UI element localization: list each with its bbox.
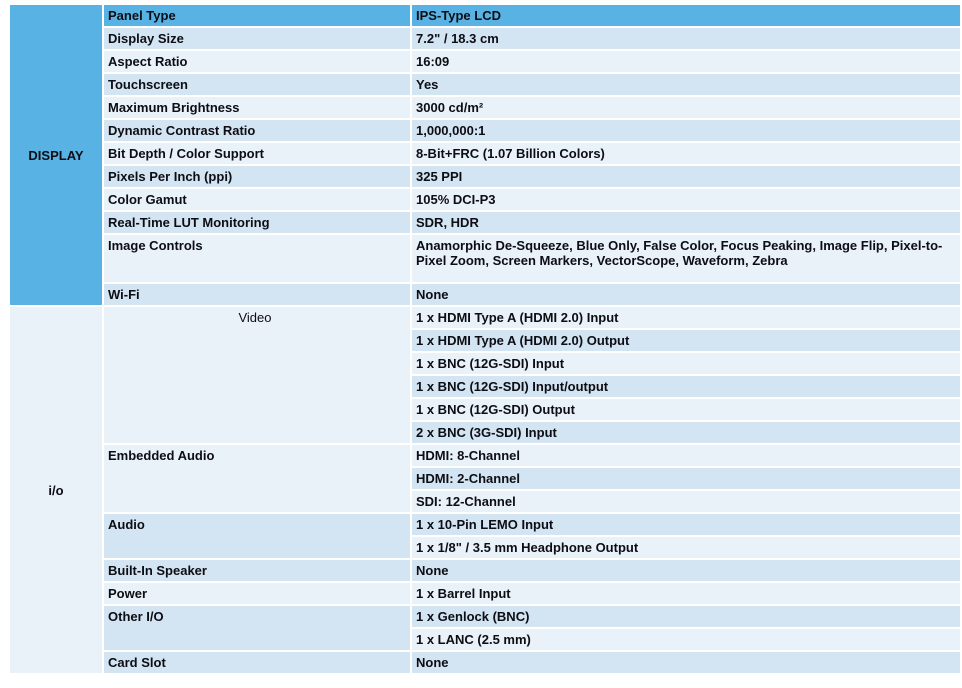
spec-table <box>8 3 962 675</box>
spec-label: Real-Time LUT Monitoring <box>104 212 410 233</box>
spec-value: 1 x 1/8" / 3.5 mm Headphone Output <box>412 537 960 558</box>
spec-value: SDR, HDR <box>412 212 960 233</box>
table-row <box>10 560 960 581</box>
spec-label: Card Slot <box>104 652 410 673</box>
spec-value: 1 x BNC (12G-SDI) Input <box>412 353 960 374</box>
spec-value: None <box>412 652 960 673</box>
table-row <box>10 514 960 535</box>
spec-label: Embedded Audio <box>104 445 410 512</box>
spec-label: Panel Type <box>104 5 410 26</box>
table-row <box>10 166 960 187</box>
table-row <box>10 307 960 328</box>
spec-label: Bit Depth / Color Support <box>104 143 410 164</box>
table-row <box>10 235 960 282</box>
spec-label: Touchscreen <box>104 74 410 95</box>
spec-label: Other I/O <box>104 606 410 650</box>
table-row <box>10 74 960 95</box>
table-row <box>10 5 960 26</box>
spec-label: Dynamic Contrast Ratio <box>104 120 410 141</box>
spec-value: 1 x HDMI Type A (HDMI 2.0) Input <box>412 307 960 328</box>
spec-value: 105% DCI-P3 <box>412 189 960 210</box>
spec-value: 2 x BNC (3G-SDI) Input <box>412 422 960 443</box>
spec-label: Audio <box>104 514 410 558</box>
table-row <box>10 652 960 673</box>
spec-value: 1 x BNC (12G-SDI) Output <box>412 399 960 420</box>
table-row <box>10 120 960 141</box>
spec-label: Pixels Per Inch (ppi) <box>104 166 410 187</box>
spec-value: 8-Bit+FRC (1.07 Billion Colors) <box>412 143 960 164</box>
spec-value: 16:09 <box>412 51 960 72</box>
table-row <box>10 143 960 164</box>
spec-label: Power <box>104 583 410 604</box>
section-label-io: i/o <box>10 307 102 673</box>
spec-value: Yes <box>412 74 960 95</box>
table-row <box>10 212 960 233</box>
spec-value: None <box>412 284 960 305</box>
spec-value: SDI: 12-Channel <box>412 491 960 512</box>
spec-value: 1 x 10-Pin LEMO Input <box>412 514 960 535</box>
spec-label: Display Size <box>104 28 410 49</box>
spec-value: 1 x Genlock (BNC) <box>412 606 960 627</box>
spec-label: Image Controls <box>104 235 410 282</box>
spec-label: Built-In Speaker <box>104 560 410 581</box>
spec-label: Maximum Brightness <box>104 97 410 118</box>
table-row <box>10 97 960 118</box>
spec-value: 325 PPI <box>412 166 960 187</box>
table-row <box>10 284 960 305</box>
spec-value: None <box>412 560 960 581</box>
table-row <box>10 606 960 627</box>
spec-table-body <box>10 5 960 673</box>
spec-value: 1 x LANC (2.5 mm) <box>412 629 960 650</box>
table-row <box>10 189 960 210</box>
spec-value: HDMI: 8-Channel <box>412 445 960 466</box>
spec-value: 1,000,000:1 <box>412 120 960 141</box>
spec-value: 1 x BNC (12G-SDI) Input/output <box>412 376 960 397</box>
spec-value: 3000 cd/m² <box>412 97 960 118</box>
table-row <box>10 51 960 72</box>
spec-value: 1 x Barrel Input <box>412 583 960 604</box>
section-label-display: DISPLAY <box>10 5 102 305</box>
spec-value: IPS-Type LCD <box>412 5 960 26</box>
spec-value: HDMI: 2-Channel <box>412 468 960 489</box>
spec-value: 7.2" / 18.3 cm <box>412 28 960 49</box>
spec-label: Aspect Ratio <box>104 51 410 72</box>
table-row <box>10 28 960 49</box>
table-row <box>10 583 960 604</box>
spec-value: 1 x HDMI Type A (HDMI 2.0) Output <box>412 330 960 351</box>
table-row <box>10 445 960 466</box>
spec-label: Color Gamut <box>104 189 410 210</box>
spec-value: Anamorphic De-Squeeze, Blue Only, False Color, Focus Peaking, Image Flip, Pixel-to-Pixel Zoom, Screen Markers, VectorScope, Waveform, Zebra <box>412 235 960 282</box>
spec-label: Video <box>104 307 410 443</box>
spec-label: Wi-Fi <box>104 284 410 305</box>
